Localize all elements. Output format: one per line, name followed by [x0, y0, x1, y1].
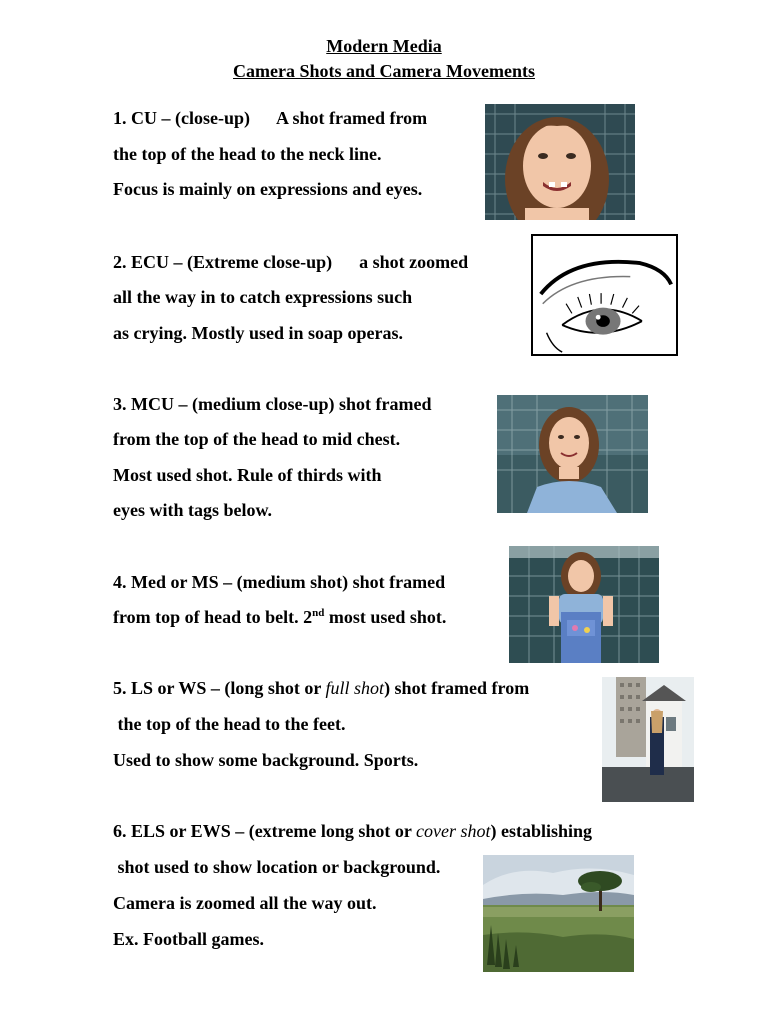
mcu-line-4: eyes with tags below. [113, 500, 272, 520]
els-line-3: Camera is zoomed all the way out. [113, 893, 377, 913]
cu-line-2: the top of the head to the neck line. [113, 144, 382, 164]
ecu-line-1: 2. ECU – (Extreme close-up) a shot zoomed [113, 252, 469, 272]
mcu-line-1: 3. MCU – (medium close-up) shot framed [113, 394, 432, 414]
els-line-1-italic: cover shot [416, 821, 491, 841]
ms-line-2 [113, 607, 446, 628]
els-line-1-tail: ) establishing [490, 821, 593, 841]
medium-close-up-photo [497, 395, 648, 513]
extreme-long-shot-photo [483, 855, 634, 972]
mcu-line-3: Most used shot. Rule of thirds with [113, 465, 382, 485]
els-line-4: Ex. Football games. [113, 929, 264, 949]
ms-line-2-tail: most used shot. [324, 607, 447, 627]
ms-line-2-superscript: nd [312, 607, 325, 619]
els-line-2: shot used to show location or background. [113, 857, 441, 877]
extreme-close-up-eye-drawing [531, 234, 678, 356]
els-line-1-text: 6. ELS or EWS – (extreme long shot or [113, 821, 417, 841]
medium-shot-photo [509, 546, 659, 663]
ms-line-2-text: from top of head to belt. 2 [113, 607, 313, 627]
cu-line-1: 1. CU – (close-up) A shot framed from [113, 108, 428, 128]
ecu-line-3: as crying. Mostly used in soap operas. [113, 323, 404, 343]
long-shot-photo [602, 677, 694, 802]
ls-line-1-text: 5. LS or WS – (long shot or [113, 678, 326, 698]
ecu-line-2: all the way in to catch expressions such [113, 287, 413, 307]
ls-line-1 [113, 678, 529, 699]
close-up-photo [485, 104, 635, 220]
document-subtitle: Camera Shots and Camera Movements [233, 61, 535, 81]
ms-line-1: 4. Med or MS – (medium shot) shot framed [113, 572, 446, 592]
cu-line-3: Focus is mainly on expressions and eyes. [113, 179, 423, 199]
els-line-1 [113, 821, 592, 842]
ls-line-1-tail: ) shot framed from [384, 678, 530, 698]
mcu-line-2: from the top of the head to mid chest. [113, 429, 401, 449]
ls-line-1-italic: full shot [325, 678, 385, 698]
ls-line-3: Used to show some background. Sports. [113, 750, 419, 770]
ls-line-2: the top of the head to the feet. [113, 714, 346, 734]
document-title: Modern Media [326, 36, 442, 56]
